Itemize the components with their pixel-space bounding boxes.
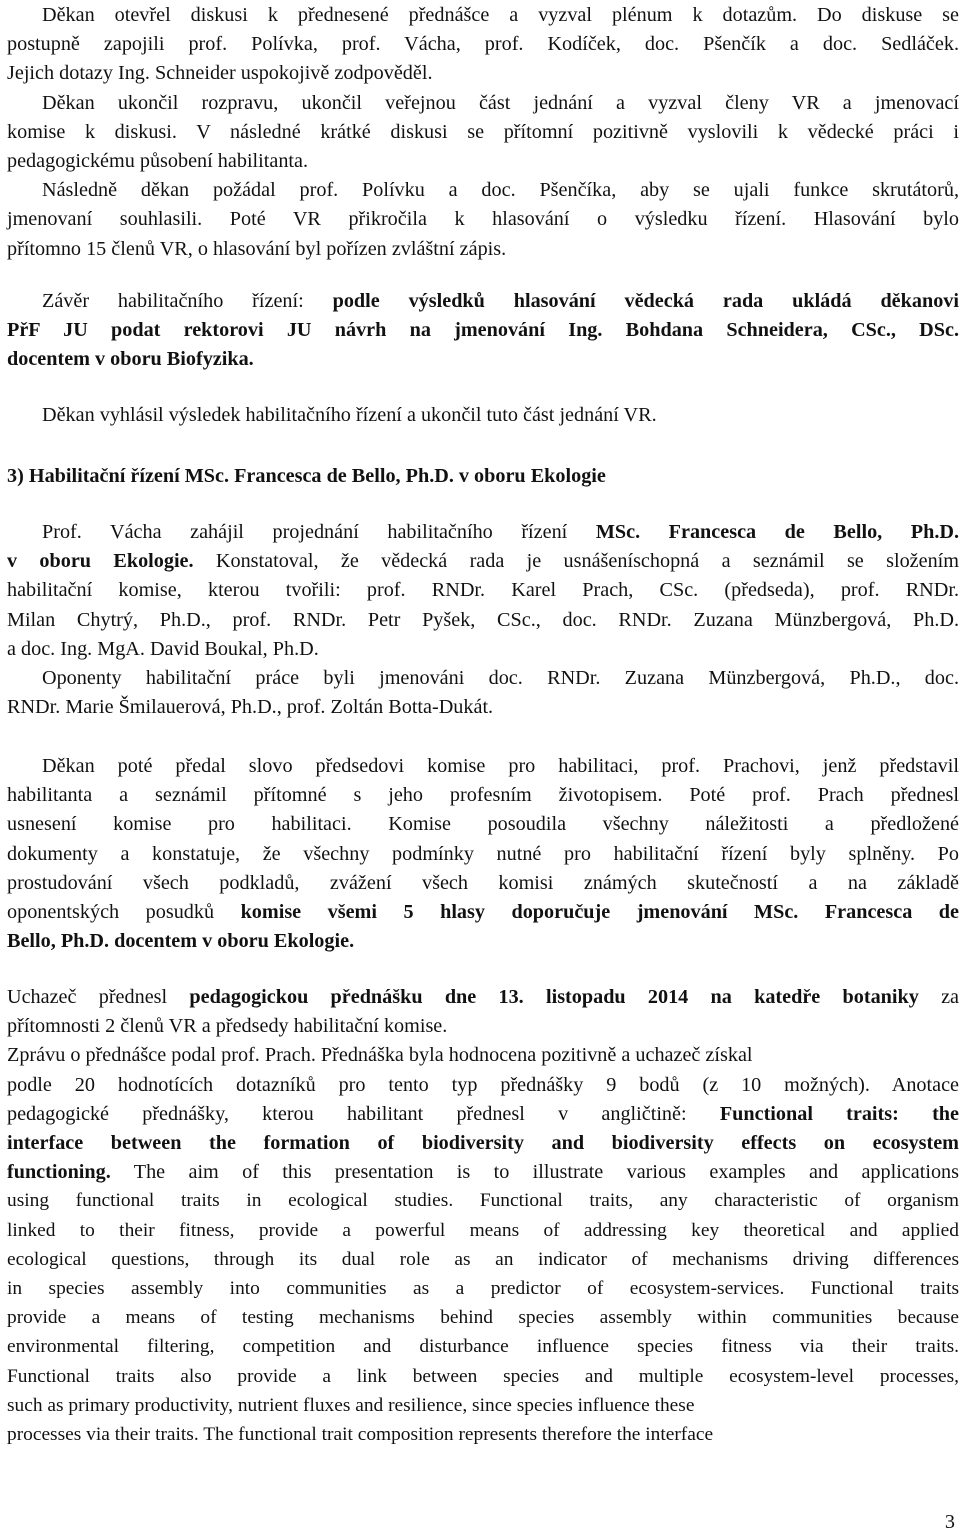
text-line <box>7 315 959 345</box>
text-run: Konstatoval, že vědecká rada je usnášeníschopná a seznámil se složením <box>193 550 959 573</box>
text-run: processes via their traits. The functional trait composition represents therefore the interface <box>7 1424 714 1445</box>
text-run: Děkan poté předal slovo předsedovi komise pro habilitaci, prof. Prachovi, jenž představil <box>42 755 959 777</box>
text-line <box>7 982 959 1012</box>
text-run: ecological questions, through its dual role as an indicator of mechanisms driving differences <box>7 1248 959 1270</box>
bold-text: PřF JU podat rektorovi JU návrh na jmenování Ing. Bohdana Schneidera, CSc., DSc. <box>7 319 959 342</box>
text-line <box>7 1216 959 1246</box>
bold-text: 3) Habilitační řízení MSc. Francesca de Bello, Ph.D. v oboru Ekologie <box>7 465 606 487</box>
page-number: 3 <box>944 1511 955 1533</box>
text-run: Oponenty habilitační práce byli jmenováni doc. RNDr. Zuzana Münzbergová, Ph.D., doc. <box>42 667 959 689</box>
bold-text: Functional traits: the <box>719 1102 959 1125</box>
text-run: Závěr habilitačního řízení: <box>42 290 333 312</box>
text-line <box>7 1128 959 1158</box>
text-run: provide a means of testing mechanisms behind species assembly within communities because <box>7 1307 959 1329</box>
text-run: za <box>918 986 960 1008</box>
text-run: komise k diskusi. V následné krátké diskusi se přítomní pozitivně vyslovili k vědecké práci i <box>7 120 959 143</box>
text-run: in species assembly into communities as a predictor of ecosystem-services. Functional traits <box>7 1278 959 1299</box>
text-line <box>7 1332 959 1362</box>
text-line <box>7 780 959 810</box>
text-run: RNDr. Marie Šmilauerová, Ph.D., prof. Zoltán Botta-Dukát. <box>7 696 494 719</box>
text-line <box>7 1011 959 1041</box>
text-line <box>7 868 959 898</box>
text-run: přítomno 15 členů VR, o hlasování byl pořízen zvláštní zápis. <box>7 237 507 260</box>
text-run: The aim of this presentation is to illustrate various examples and applications <box>110 1161 959 1184</box>
text-line <box>7 204 959 234</box>
text-line <box>7 1186 959 1216</box>
text-line <box>7 400 959 430</box>
text-line <box>7 1362 959 1392</box>
text-line <box>7 839 959 869</box>
text-run: dokumenty a konstatuje, že všechny podmínky nutné pro habilitační řízení byly splněny. Po <box>7 842 959 865</box>
bold-text: pedagogickou přednášku dne 13. listopadu 2014 na katedře botaniky <box>189 986 919 1008</box>
text-line <box>7 1099 959 1129</box>
text-line <box>7 897 959 927</box>
text-run: such as primary productivity, nutrient fluxes and resilience, since species influence these <box>7 1394 695 1416</box>
bold-text: docentem v oboru Biofyzika. <box>7 348 254 371</box>
text-run: Jejich dotazy Ing. Schneider uspokojivě zodpověděl. <box>7 62 433 85</box>
text-run: oponentských posudků <box>7 901 241 923</box>
text-run: Děkan vyhlásil výsledek habilitačního řízení a ukončil tuto část jednání VR. <box>42 404 657 426</box>
text-line <box>7 517 959 547</box>
text-run: Prof. Vácha zahájil projednání habilitačního řízení <box>42 521 596 543</box>
text-line <box>7 175 959 205</box>
text-line <box>7 926 959 956</box>
text-run: Milan Chytrý, Ph.D., prof. RNDr. Petr Pyšek, CSc., doc. RNDr. Zuzana Münzbergová, Ph.D. <box>7 608 959 631</box>
text-line <box>7 1157 959 1187</box>
text-line <box>7 117 959 147</box>
text-line <box>7 58 959 88</box>
text-line <box>7 1274 959 1304</box>
text-line <box>7 663 959 693</box>
bold-text: v oboru Ekologie. <box>7 550 194 573</box>
text-run: linked to their fitness, provide a powerful means of addressing key theoretical and applied <box>7 1219 959 1241</box>
text-line <box>7 286 959 316</box>
text-run: usnesení komise pro habilitaci. Komise posoudila všechny náležitosti a předložené <box>7 813 959 836</box>
text-line <box>7 234 959 264</box>
text-run: Uchazeč přednesl <box>7 986 190 1008</box>
text-run: habilitanta a seznámil přítomné s jeho profesním životopisem. Poté prof. Prach přednesl <box>7 784 959 807</box>
text-line <box>7 634 959 664</box>
text-run: using functional traits in ecological studies. Functional traits, any characteristic of organism <box>7 1190 959 1212</box>
text-run: Děkan otevřel diskusi k přednesené přednášce a vyzval plénum k dotazům. Do diskuse se <box>42 4 959 26</box>
text-line <box>7 1303 959 1333</box>
text-line <box>7 546 959 576</box>
text-line <box>7 0 959 30</box>
text-line <box>7 344 959 374</box>
text-line <box>7 1070 959 1100</box>
text-run: habilitační komise, kterou tvořili: prof. RNDr. Karel Prach, CSc. (předseda), prof. RNDr. <box>7 579 959 602</box>
text-run: prostudování všech podkladů, zvážení všech komisi známých skutečností a na základě <box>7 871 959 894</box>
text-run: pedagogickému působení habilitanta. <box>7 150 309 172</box>
bold-text: MSc. Francesca de Bello, Ph.D. <box>595 521 959 543</box>
text-run: postupně zapojili prof. Polívka, prof. Vácha, prof. Kodíček, doc. Pšenčík a doc. Sedláček. <box>7 33 959 56</box>
text-run: environmental filtering, competition and disturbance influence species fitness via their traits. <box>7 1336 959 1358</box>
text-line <box>7 29 959 59</box>
text-line <box>7 88 959 118</box>
text-line <box>7 751 959 781</box>
text-line <box>7 692 959 722</box>
text-run: přítomnosti 2 členů VR a předsedy habilitační komise. <box>7 1015 448 1038</box>
text-line <box>7 809 959 839</box>
text-run: Děkan ukončil rozpravu, ukončil veřejnou část jednání a vyzval členy VR a jmenovací <box>42 91 959 114</box>
bold-text: functioning. <box>7 1161 111 1184</box>
text-run: podle 20 hodnotících dotazníků pro tento typ přednášky 9 bodů (z 10 možných). Anotace <box>7 1073 959 1096</box>
text-run: pedagogické přednášky, kterou habilitant přednesl v angličtině: <box>7 1102 720 1125</box>
text-run: Functional traits also provide a link between species and multiple ecosystem-level processes, <box>7 1365 959 1387</box>
text-line <box>7 1391 959 1421</box>
text-line <box>7 1420 959 1450</box>
bold-text: komise všemi 5 hlasy doporučuje jmenování MSc. Francesca de <box>240 901 959 923</box>
text-run: Následně děkan požádal prof. Polívku a doc. Pšenčíka, aby se ujali funkce skrutátorů, <box>42 179 959 202</box>
text-line <box>7 461 959 491</box>
bold-text: interface between the formation of biodiversity and biodiversity effects on ecosystem <box>7 1132 959 1154</box>
text-line <box>7 605 959 635</box>
text-line <box>7 1040 959 1070</box>
text-line <box>7 575 959 605</box>
text-run: jmenovaní souhlasili. Poté VR přikročila k hlasování o výsledku řízení. Hlasování bylo <box>7 208 959 231</box>
bold-text: Bello, Ph.D. docentem v oboru Ekologie. <box>7 930 355 953</box>
text-run: Zprávu o přednášce podal prof. Prach. Přednáška byla hodnocena pozitivně a uchazeč získal <box>7 1044 753 1067</box>
bold-text: podle výsledků hlasování vědecká rada ukládá děkanovi <box>332 290 959 312</box>
text-run: a doc. Ing. MgA. David Boukal, Ph.D. <box>7 637 319 660</box>
text-line <box>7 1245 959 1275</box>
text-line <box>7 146 959 176</box>
